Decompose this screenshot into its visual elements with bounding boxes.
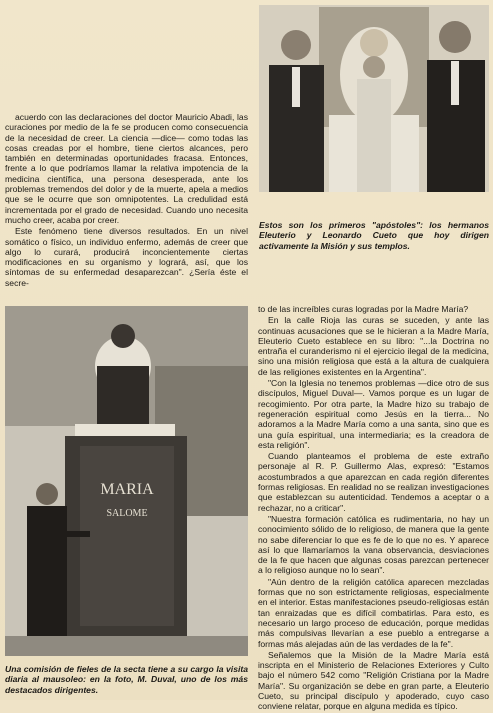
caption-apostles: Estos son los primeros "apóstoles": los hermanos Eleuterio y Leonardo Cueto que hoy dirigen activamente la Misión y sus templos. — [259, 220, 489, 251]
mausoleum-name: MARIA — [100, 481, 154, 498]
right-paragraph: Señalemos que la Misión de la Madre María está inscripta en el Ministerio de Relaciones Exteriores y Culto bajo el número 542 como "Religión Cristiana por la Madre María". Su organización se debe en gran parte, a Eleuterio Cueto, su principal discípulo y apoderado, cuyo caso conviene relatar, porque en alguna medida es típico. — [258, 649, 489, 712]
left-paragraph: Este fenómeno tiene diversos resultados. En un nivel somático o físico, un individuo enfermo, además de creer que algo lo curará, producirá inconcientemente ciertas modificaciones en su organismo y logrará, así, que los síntomas de su enfermedad desaparezcan". ¿Sería éste el secre- — [5, 226, 248, 288]
apostles-photo-graphic — [259, 5, 489, 192]
right-paragraph: En la calle Rioja las curas se suceden, y ante las continuas acusaciones que se le hicieran a la Madre María, Eleuterio Cueto establece en su libro: "...la Doctrina no entraña el curanderismo ni el ejercicio ilegal de la medicina, sino una misión religiosa que está a la altura de cualquiera de las religiones existentes en la Argentina". — [258, 315, 489, 377]
caption-mausoleum: Una comisión de fieles de la secta tiene a su cargo la visita diaria al mausoleo: en la foto, M. Duval, uno de los más destacados dirigentes. — [5, 664, 248, 695]
photo-apostles — [259, 5, 489, 192]
right-paragraph: "Con la Iglesia no tenemos problemas —dice otro de sus discípulos, Miguel Duval—. Vamos porque es un lugar de recogimiento. Por otra parte, la Madre hizo su trabajo de regeneración espiritual como Jesús en la tierra... No adoramos a la Madre María como a una santa, sino que es una guía espiritual, una intermediaria; es la creadora de esta religión". — [258, 378, 489, 450]
right-paragraph: to de las increíbles curas logradas por la Madre María? — [258, 304, 469, 314]
right-paragraph: Cuando planteamos el problema de este extraño personaje al R. P. Guillermo Alas, expresó: "Estamos acostumbrados a que aparezcan en cada región diferentes formas religiosas. En realidad no se realizan investigaciones que establezcan su autenticidad. Tendemos a aceptar o a rechazar, no a criticar". — [258, 451, 489, 513]
left-paragraph: acuerdo con las declaraciones del doctor Mauricio Abadi, las curaciones por medio de la fe se producen como consecuencia de la necesidad de creer. La ciencia —dice— como todas las cosas creadas por el hombre, tiene ciertos alcances, pero también en determinadas oportunidades fracasa. Entonces, frente a lo que podríamos llamar la relativa impotencia de la medicina científica, una persona desesperada, ante los problemas tremendos del dolor y de la muerte, apela a medios que se le ocurre que son omnipotentes. La credulidad está incrementada por el grado de necesidad. Cuando uno necesita mucho creer, acaba por creer. — [5, 112, 248, 225]
mausoleum-photo-graphic — [5, 306, 248, 656]
right-column-text — [258, 304, 489, 713]
left-column-text — [5, 112, 248, 289]
right-paragraph: "Aún dentro de la religión católica aparecen mezcladas formas que no son estrictamente religiosas, especialmente en el interior. Estas manifestaciones pseudo-religiosas están tan enraizadas que es difícil combatirlas. Para esto, es necesario un largo proceso de educación, porque medidas más compulsivas llevarían a ese pueblo a entregarse a formas más alejadas aún de las verdades de la fe". — [258, 576, 489, 649]
mausoleum-subname: SALOME — [106, 508, 148, 519]
photo-mausoleum — [5, 306, 248, 656]
right-paragraph: "Nuestra formación católica es rudimentaria, no hay un conocimiento sólido de lo religioso, de manera que la gente no sabe diferenciar lo que es fe de lo que no es. Y aparece así lo que llamaríamos la vana observancia, desviaciones de la fe que hacen que algunas cosas parezcan pertenecer a lo religioso aunque no lo sean". — [258, 513, 489, 576]
